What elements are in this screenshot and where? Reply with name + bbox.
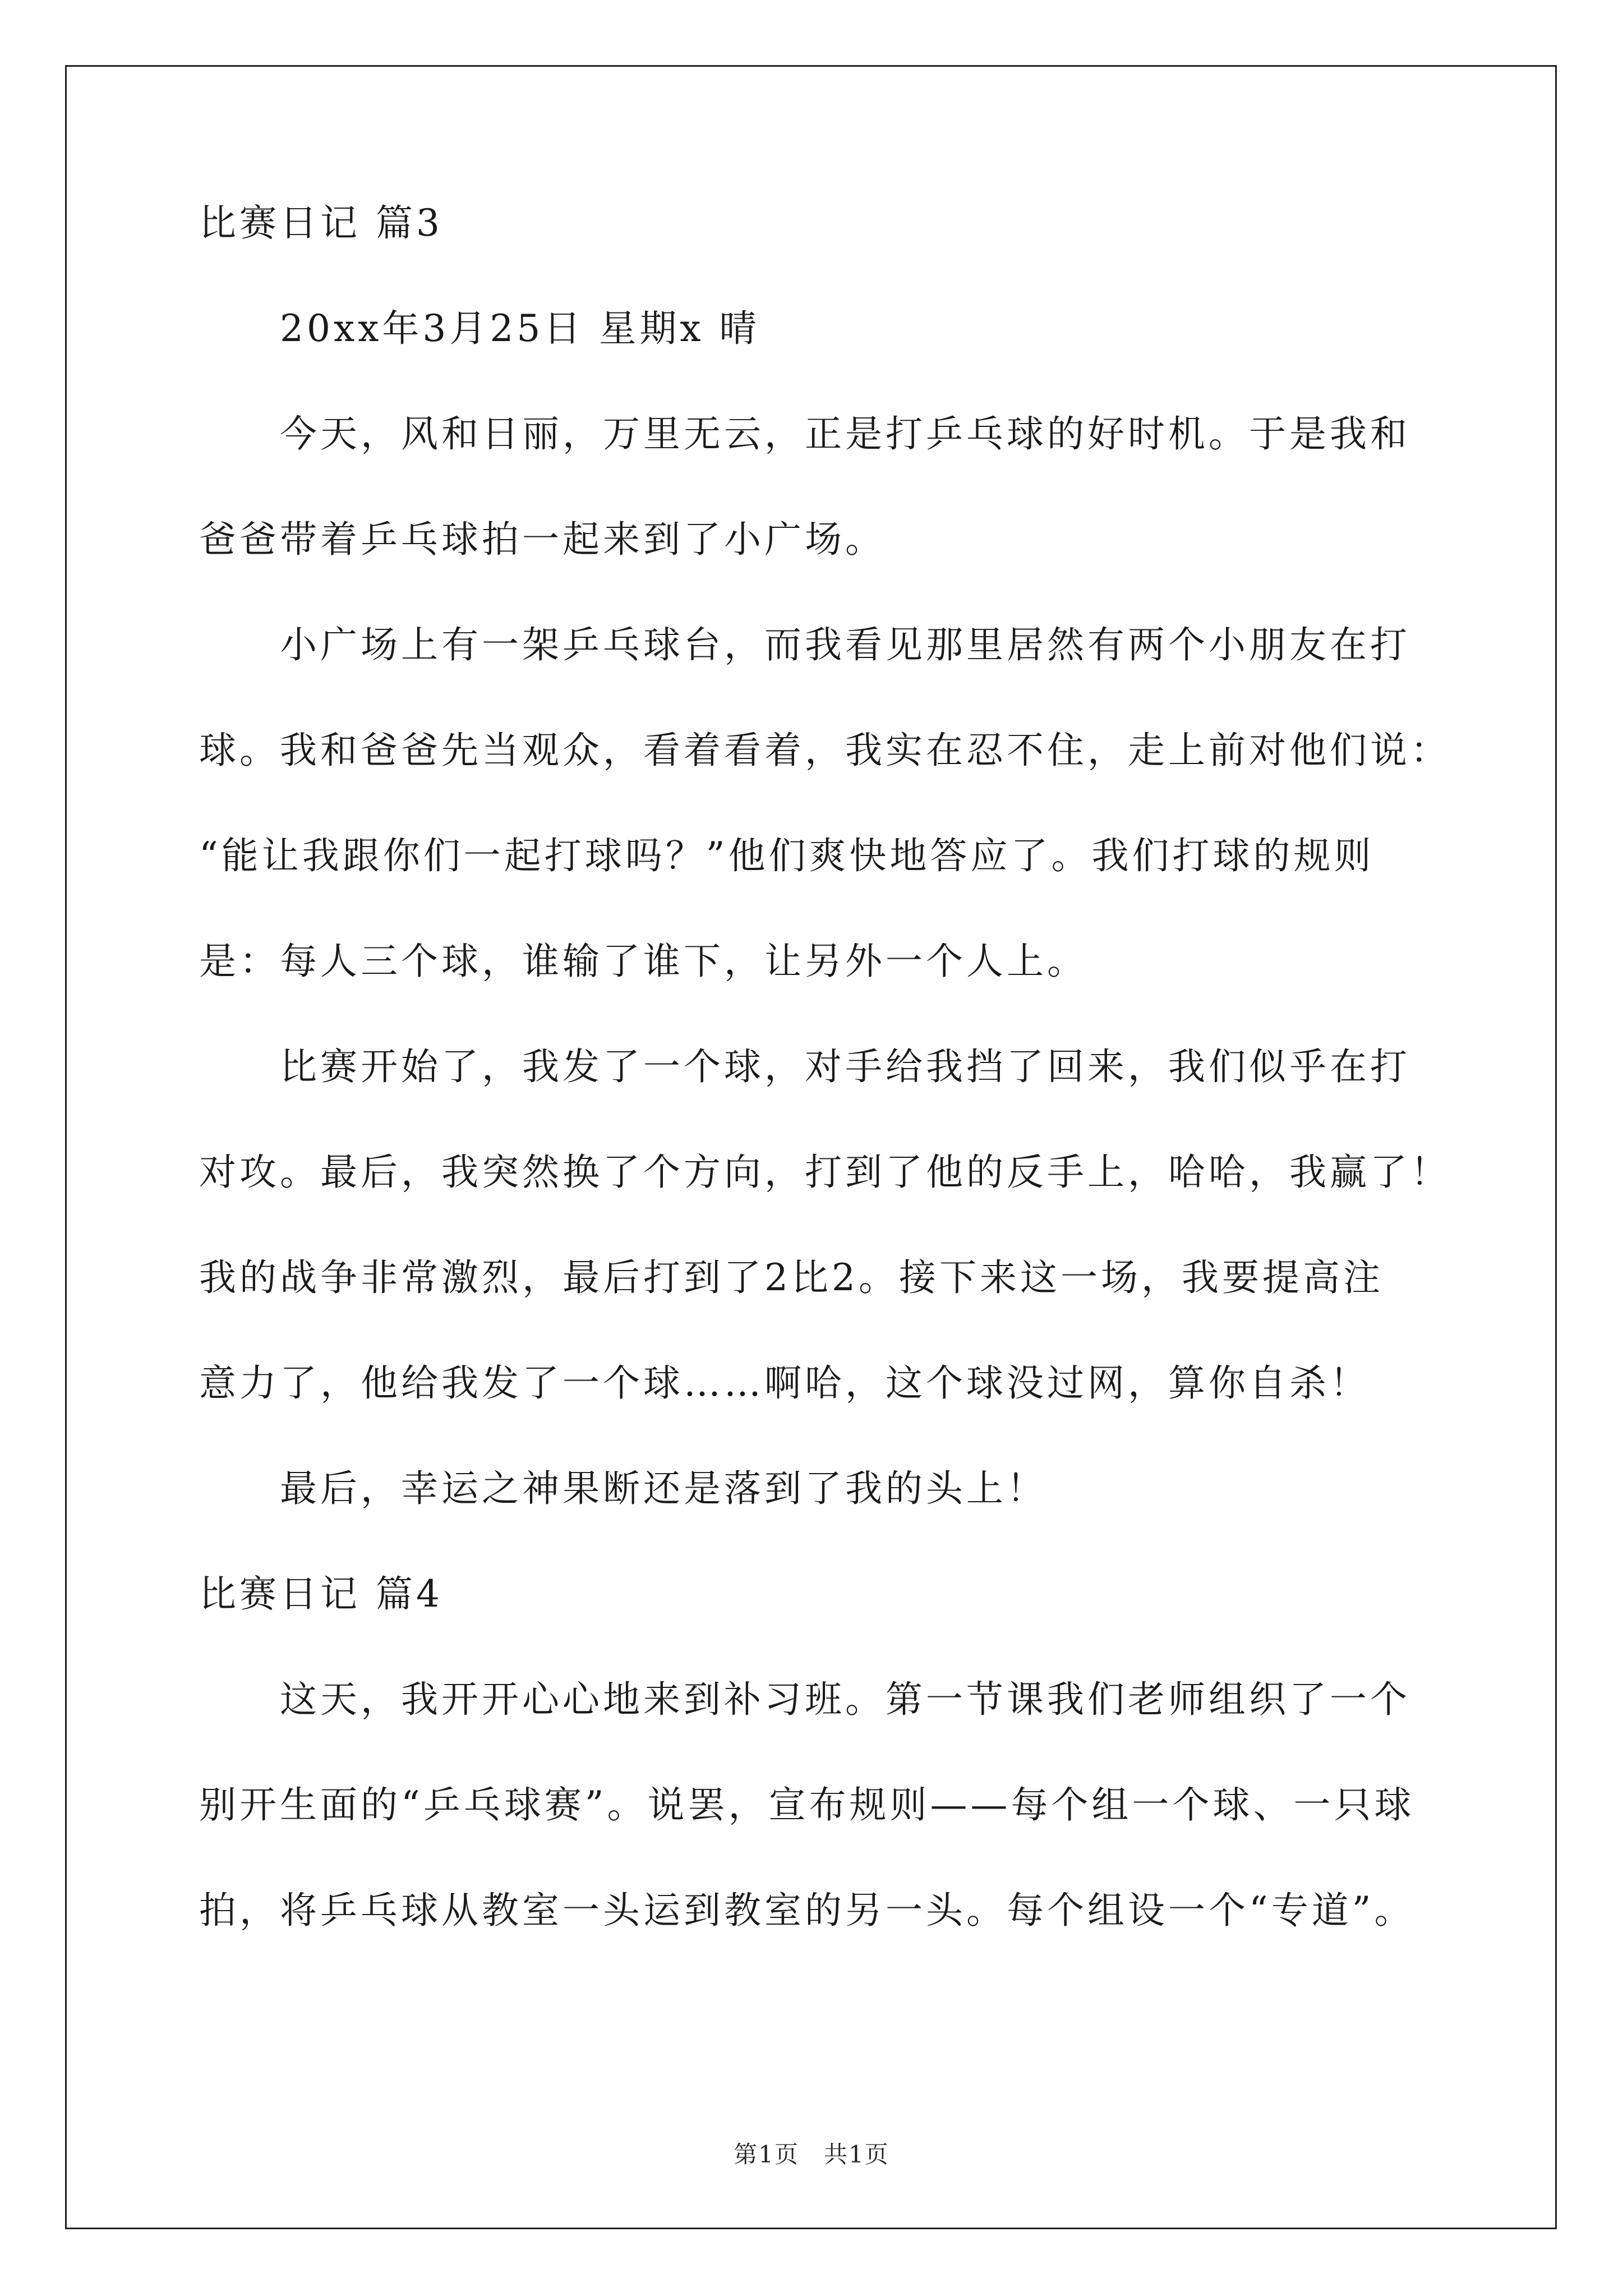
section-heading-4: 比赛日记 篇4 (199, 1572, 443, 1616)
paragraph-line: 球。我和爸爸先当观众，看着看着，我实在忍不住，走上前对他们说： (199, 729, 1451, 772)
paragraph-line: 意力了，他给我发了一个球……啊哈，这个球没过网，算你自杀！ (199, 1361, 1370, 1405)
paragraph-line: 我的战争非常激烈，最后打到了2比2。接下来这一场，我要提高注 (199, 1256, 1384, 1299)
paragraph-line: 最后，幸运之神果断还是落到了我的头上！ (280, 1467, 1047, 1510)
paragraph-line: 拍，将乒乓球从教室一头运到教室的另一头。每个组设一个“专道”。 (199, 1889, 1415, 1932)
paragraph-line: 小广场上有一架乒乓球台，而我看见那里居然有两个小朋友在打 (280, 623, 1410, 666)
paragraph-line: 是：每人三个球，谁输了谁下，让另外一个人上。 (199, 940, 1087, 983)
paragraph-line: 这天，我开开心心地来到补习班。第一节课我们老师组织了一个 (280, 1678, 1410, 1721)
paragraph-line: 比赛开始了，我发了一个球，对手给我挡了回来，我们似乎在打 (280, 1045, 1410, 1088)
page-footer: 第1页 共1页 (734, 2141, 889, 2168)
section-heading-3: 比赛日记 篇3 (199, 201, 443, 245)
paragraph-line: “能让我跟你们一起打球吗？”他们爽快地答应了。我们打球的规则 (199, 834, 1375, 877)
paragraph-line: 今天，风和日丽，万里无云，正是打乒乓球的好时机。于是我和 (280, 412, 1410, 455)
paragraph-line: 爸爸带着乒乓球拍一起来到了小广场。 (199, 518, 886, 561)
paragraph-line: 别开生面的“乒乓球赛”。说罢，宣布规则——每个组一个球、一只球 (199, 1783, 1415, 1826)
paragraph-line: 对攻。最后，我突然换了个方向，打到了他的反手上，哈哈，我赢了！ (199, 1151, 1451, 1194)
diary-date-line: 20xx年3月25日 星期x 晴 (280, 307, 760, 350)
